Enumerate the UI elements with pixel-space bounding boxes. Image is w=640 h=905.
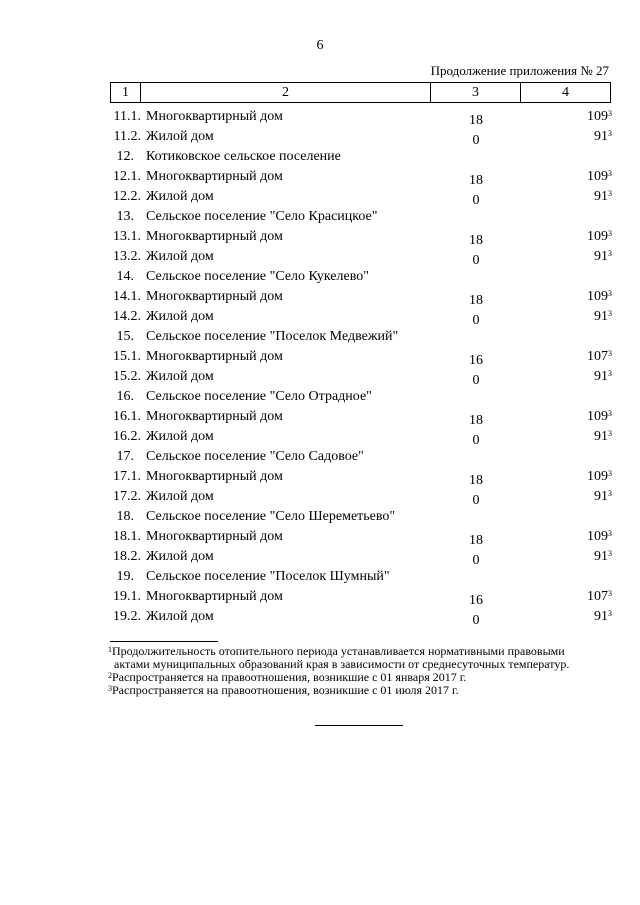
header-col-2: 2 [141, 83, 431, 102]
row-name: Многоквартирный дом [146, 109, 283, 124]
footnote-2-mark: 2 [108, 671, 112, 680]
row-name: Многоквартирный дом [146, 229, 283, 244]
row-number: 15.2. [113, 369, 141, 384]
row-name: Жилой дом [146, 429, 214, 444]
section-row [0, 447, 640, 467]
row-name: Сельское поселение "Село Отрадное" [146, 389, 372, 404]
section-row [0, 327, 640, 347]
footnote-mark: 3 [608, 369, 612, 378]
table-row [0, 227, 640, 247]
footnote-2-text: Распространяется на правоотношения, возникшие с 01 января 2017 г. [112, 670, 467, 684]
row-name: Жилой дом [146, 369, 214, 384]
row-number: 13.2. [113, 249, 141, 264]
row-number: 18.2. [113, 549, 141, 564]
table-body [0, 107, 640, 627]
row-value-col4 [587, 407, 612, 427]
row-value-col4-number: 107 [587, 589, 608, 604]
row-value-col3: 0 [472, 553, 480, 568]
row-value-col4-number: 107 [587, 349, 608, 364]
row-value-col4 [587, 347, 612, 367]
footnote-3 [108, 684, 608, 697]
row-value-col4 [587, 587, 612, 607]
row-value-col4-number: 91 [594, 489, 608, 504]
table-row [0, 127, 640, 147]
footnote-mark: 3 [608, 409, 612, 418]
row-name: Многоквартирный дом [146, 469, 283, 484]
row-value-col3: 18 [469, 413, 483, 428]
row-number: 18. [116, 509, 134, 524]
row-name: Жилой дом [146, 309, 214, 324]
row-number: 15. [116, 329, 134, 344]
row-name: Сельское поселение "Село Красицкое" [146, 209, 378, 224]
row-value-col4-number: 91 [594, 609, 608, 624]
section-row [0, 207, 640, 227]
row-value-col4 [594, 307, 612, 327]
footnote-1-mark: 1 [108, 645, 112, 654]
footnote-1-line-2: актами муниципальных образований края в зависимости от среднесуточных температур. [114, 657, 570, 671]
row-number: 16.2. [113, 429, 141, 444]
row-value-col3: 18 [469, 473, 483, 488]
header-col-4: 4 [562, 85, 569, 100]
footnote-mark: 3 [608, 529, 612, 538]
row-value-col4 [594, 127, 612, 147]
row-number: 11.2. [113, 129, 141, 144]
section-row [0, 147, 640, 167]
row-name: Многоквартирный дом [146, 529, 283, 544]
row-value-col4 [594, 367, 612, 387]
row-value-col3: 18 [469, 113, 483, 128]
row-value-col4 [594, 607, 612, 627]
footnote-mark: 3 [608, 249, 612, 258]
row-number: 17.2. [113, 489, 141, 504]
footnote-mark: 3 [608, 289, 612, 298]
row-name: Сельское поселение "Село Шереметьево" [146, 509, 396, 524]
row-name: Котиковское сельское поселение [146, 149, 341, 164]
row-name: Жилой дом [146, 609, 214, 624]
row-value-col4-number: 91 [594, 189, 608, 204]
row-value-col3: 18 [469, 533, 483, 548]
row-value-col3: 18 [469, 293, 483, 308]
table-row [0, 527, 640, 547]
footnote-mark: 3 [608, 129, 612, 138]
footnote-mark: 3 [608, 229, 612, 238]
table-row [0, 407, 640, 427]
table-row [0, 547, 640, 567]
table-row [0, 347, 640, 367]
table-row [0, 427, 640, 447]
row-number: 19.1. [113, 589, 141, 604]
row-value-col4-number: 91 [594, 549, 608, 564]
table-row [0, 607, 640, 627]
continuation-label: Продолжение приложения № 27 [430, 63, 609, 78]
row-number: 15.1. [113, 349, 141, 364]
footnote-mark: 3 [608, 589, 612, 598]
row-name: Многоквартирный дом [146, 409, 283, 424]
row-name: Многоквартирный дом [146, 169, 283, 184]
footnote-mark: 3 [608, 349, 612, 358]
row-value-col3: 0 [472, 373, 480, 388]
footnote-mark: 3 [608, 489, 612, 498]
row-value-col3: 16 [469, 353, 483, 368]
row-value-col4-number: 109 [587, 109, 608, 124]
page-number: 6 [316, 38, 324, 53]
row-value-col4-number: 91 [594, 369, 608, 384]
footnote-mark: 3 [608, 469, 612, 478]
row-value-col4 [587, 227, 612, 247]
row-value-col4-number: 109 [587, 409, 608, 424]
row-name: Жилой дом [146, 489, 214, 504]
footnote-1 [108, 645, 608, 671]
row-value-col4-number: 91 [594, 129, 608, 144]
row-value-col4-number: 91 [594, 429, 608, 444]
section-row [0, 267, 640, 287]
footnote-separator [110, 641, 218, 642]
row-name: Сельское поселение "Село Кукелево" [146, 269, 369, 284]
row-value-col4-number: 91 [594, 249, 608, 264]
row-value-col4-number: 109 [587, 469, 608, 484]
row-value-col4 [594, 427, 612, 447]
table-row [0, 167, 640, 187]
footnote-3-text: Распространяется на правоотношения, возникшие с 01 июля 2017 г. [112, 683, 459, 697]
footnote-mark: 3 [608, 429, 612, 438]
row-number: 13.1. [113, 229, 141, 244]
row-value-col3: 0 [472, 193, 480, 208]
row-value-col4-number: 109 [587, 169, 608, 184]
row-value-col4 [587, 287, 612, 307]
row-name: Многоквартирный дом [146, 589, 283, 604]
table-row [0, 107, 640, 127]
end-separator [315, 725, 403, 726]
row-value-col4 [587, 107, 612, 127]
table-row [0, 467, 640, 487]
row-value-col3: 0 [472, 133, 480, 148]
row-value-col4-number: 109 [587, 229, 608, 244]
row-number: 18.1. [113, 529, 141, 544]
footnote-mark: 3 [608, 109, 612, 118]
row-name: Сельское поселение "Село Садовое" [146, 449, 364, 464]
footnote-mark: 3 [608, 309, 612, 318]
row-number: 12.2. [113, 189, 141, 204]
row-value-col3: 16 [469, 593, 483, 608]
row-value-col3: 0 [472, 313, 480, 328]
section-row [0, 387, 640, 407]
row-number: 13. [116, 209, 134, 224]
table-row [0, 487, 640, 507]
table-header [110, 82, 611, 103]
row-number: 12.1. [113, 169, 141, 184]
footnote-3-mark: 3 [108, 684, 112, 693]
footnote-mark: 3 [608, 609, 612, 618]
row-number: 12. [116, 149, 134, 164]
table-row [0, 247, 640, 267]
row-number: 16.1. [113, 409, 141, 424]
header-col-1: 1 [111, 83, 141, 102]
row-value-col4 [587, 167, 612, 187]
row-value-col4 [587, 527, 612, 547]
footnote-mark: 3 [608, 549, 612, 558]
row-value-col3: 0 [472, 253, 480, 268]
row-value-col4-number: 109 [587, 529, 608, 544]
row-value-col3: 0 [472, 433, 480, 448]
footnote-mark: 3 [608, 189, 612, 198]
row-name: Сельское поселение "Поселок Медвежий" [146, 329, 399, 344]
table-row [0, 287, 640, 307]
row-value-col4 [594, 487, 612, 507]
row-value-col4-number: 109 [587, 289, 608, 304]
section-row [0, 567, 640, 587]
row-number: 14.1. [113, 289, 141, 304]
row-number: 14.2. [113, 309, 141, 324]
footnote-mark: 3 [608, 169, 612, 178]
row-value-col4 [594, 187, 612, 207]
footnote-1-line-1: Продолжительность отопительного периода устанавливается нормативными правовыми [112, 644, 565, 658]
row-number: 17. [116, 449, 134, 464]
row-value-col4 [594, 247, 612, 267]
row-number: 11.1. [113, 109, 141, 124]
row-name: Жилой дом [146, 549, 214, 564]
row-number: 17.1. [113, 469, 141, 484]
row-value-col4 [594, 547, 612, 567]
table-row [0, 307, 640, 327]
row-value-col3: 0 [472, 613, 480, 628]
row-name: Многоквартирный дом [146, 289, 283, 304]
table-row [0, 187, 640, 207]
table-row [0, 587, 640, 607]
row-value-col3: 18 [469, 173, 483, 188]
row-number: 16. [116, 389, 134, 404]
row-name: Сельское поселение "Поселок Шумный" [146, 569, 390, 584]
row-name: Жилой дом [146, 129, 214, 144]
row-name: Многоквартирный дом [146, 349, 283, 364]
row-value-col4-number: 91 [594, 309, 608, 324]
row-number: 19.2. [113, 609, 141, 624]
row-value-col3: 0 [472, 493, 480, 508]
table-row [0, 367, 640, 387]
row-number: 14. [116, 269, 134, 284]
row-name: Жилой дом [146, 189, 214, 204]
row-number: 19. [116, 569, 134, 584]
section-row [0, 507, 640, 527]
row-value-col4 [587, 467, 612, 487]
row-name: Жилой дом [146, 249, 214, 264]
row-value-col3: 18 [469, 233, 483, 248]
header-col-3: 3 [431, 83, 521, 102]
